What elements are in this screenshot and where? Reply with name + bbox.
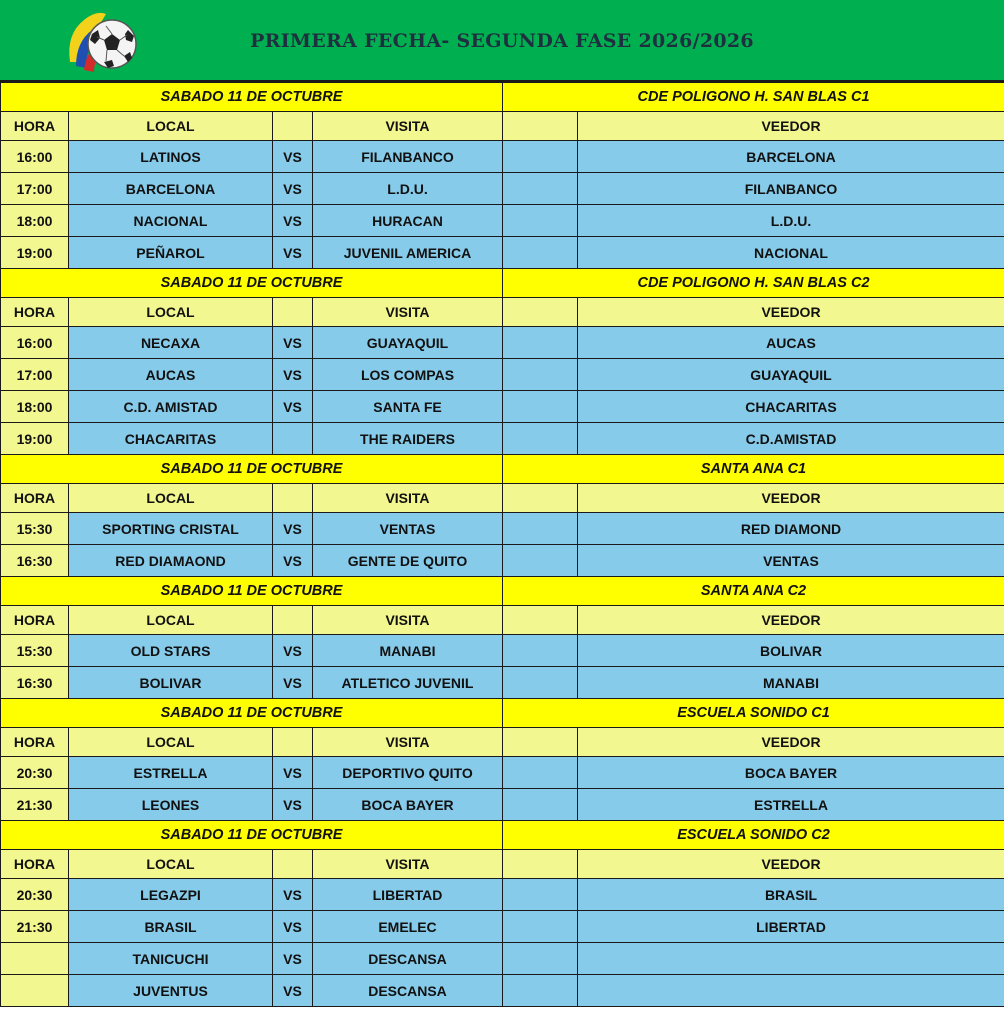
observer-team: GUAYAQUIL xyxy=(578,359,1004,391)
observer-team: RED DIAMOND xyxy=(578,513,1004,545)
header-banner xyxy=(0,0,1004,82)
spacer-cell xyxy=(503,757,578,789)
section-date: SABADO 11 DE OCTUBRE xyxy=(1,455,503,484)
versus-label: VS xyxy=(273,667,313,699)
observer-team: BARCELONA xyxy=(578,141,1004,173)
column-header-hora: HORA xyxy=(1,298,69,327)
column-header-vs xyxy=(273,850,313,879)
column-header-vs xyxy=(273,606,313,635)
column-header-row xyxy=(1,728,1004,757)
column-header-spacer xyxy=(503,606,578,635)
match-time: 17:00 xyxy=(1,173,69,205)
versus-label: VS xyxy=(273,237,313,269)
column-header-local: LOCAL xyxy=(69,606,273,635)
versus-label: VS xyxy=(273,141,313,173)
away-team: BOCA BAYER xyxy=(313,789,503,821)
match-time: 19:00 xyxy=(1,237,69,269)
spacer-cell xyxy=(503,545,578,577)
spacer-cell xyxy=(503,205,578,237)
versus-label: VS xyxy=(273,911,313,943)
table-row xyxy=(1,545,1004,577)
spacer-cell xyxy=(503,327,578,359)
away-team: VENTAS xyxy=(313,513,503,545)
versus-label: VS xyxy=(273,879,313,911)
away-team: SANTA FE xyxy=(313,391,503,423)
spacer-cell xyxy=(503,513,578,545)
observer-team xyxy=(578,943,1004,975)
away-team: DEPORTIVO QUITO xyxy=(313,757,503,789)
home-team: LATINOS xyxy=(69,141,273,173)
table-row xyxy=(1,635,1004,667)
spacer-cell xyxy=(503,423,578,455)
column-header-vs xyxy=(273,298,313,327)
versus-label: VS xyxy=(273,391,313,423)
column-header-spacer xyxy=(503,112,578,141)
observer-team: VENTAS xyxy=(578,545,1004,577)
match-schedule-table xyxy=(0,82,1004,1007)
away-team: MANABI xyxy=(313,635,503,667)
match-time: 20:30 xyxy=(1,757,69,789)
page-title: PRIMERA FECHA- SEGUNDA FASE 2026/2026 xyxy=(250,30,754,52)
column-header-spacer xyxy=(503,298,578,327)
table-row xyxy=(1,359,1004,391)
spacer-cell xyxy=(503,667,578,699)
match-time: 19:00 xyxy=(1,423,69,455)
versus-label: VS xyxy=(273,205,313,237)
table-row xyxy=(1,391,1004,423)
column-header-visita: VISITA xyxy=(313,112,503,141)
away-team: DESCANSA xyxy=(313,943,503,975)
spacer-cell xyxy=(503,173,578,205)
match-time: 18:00 xyxy=(1,205,69,237)
column-header-row xyxy=(1,850,1004,879)
section-venue: CDE POLIGONO H. SAN BLAS C1 xyxy=(503,83,1004,112)
observer-team: ESTRELLA xyxy=(578,789,1004,821)
observer-team: NACIONAL xyxy=(578,237,1004,269)
observer-team: C.D.AMISTAD xyxy=(578,423,1004,455)
table-row xyxy=(1,205,1004,237)
column-header-veedor: VEEDOR xyxy=(578,728,1004,757)
away-team: LOS COMPAS xyxy=(313,359,503,391)
column-header-veedor: VEEDOR xyxy=(578,298,1004,327)
match-time: 16:00 xyxy=(1,327,69,359)
match-time: 17:00 xyxy=(1,359,69,391)
home-team: AUCAS xyxy=(69,359,273,391)
spacer-cell xyxy=(503,391,578,423)
home-team: C.D. AMISTAD xyxy=(69,391,273,423)
versus-label: VS xyxy=(273,789,313,821)
table-row xyxy=(1,757,1004,789)
section-venue: SANTA ANA C2 xyxy=(503,577,1004,606)
table-row xyxy=(1,667,1004,699)
section-date: SABADO 11 DE OCTUBRE xyxy=(1,83,503,112)
match-time: 16:30 xyxy=(1,667,69,699)
match-time xyxy=(1,943,69,975)
table-row xyxy=(1,141,1004,173)
column-header-veedor: VEEDOR xyxy=(578,112,1004,141)
spacer-cell xyxy=(503,789,578,821)
home-team: SPORTING CRISTAL xyxy=(69,513,273,545)
column-header-hora: HORA xyxy=(1,850,69,879)
table-row xyxy=(1,173,1004,205)
versus-label: VS xyxy=(273,513,313,545)
spacer-cell xyxy=(503,943,578,975)
home-team: OLD STARS xyxy=(69,635,273,667)
column-header-hora: HORA xyxy=(1,112,69,141)
versus-label: VS xyxy=(273,757,313,789)
match-time: 21:30 xyxy=(1,789,69,821)
away-team: DESCANSA xyxy=(313,975,503,1007)
column-header-spacer xyxy=(503,850,578,879)
versus-label: VS xyxy=(273,975,313,1007)
table-row xyxy=(1,879,1004,911)
table-row xyxy=(1,513,1004,545)
versus-label: VS xyxy=(273,943,313,975)
column-header-spacer xyxy=(503,484,578,513)
home-team: NECAXA xyxy=(69,327,273,359)
away-team: L.D.U. xyxy=(313,173,503,205)
versus-label: VS xyxy=(273,327,313,359)
column-header-row xyxy=(1,298,1004,327)
spacer-cell xyxy=(503,879,578,911)
home-team: CHACARITAS xyxy=(69,423,273,455)
home-team: NACIONAL xyxy=(69,205,273,237)
table-row xyxy=(1,789,1004,821)
observer-team: BRASIL xyxy=(578,879,1004,911)
column-header-row xyxy=(1,112,1004,141)
versus-label: VS xyxy=(273,635,313,667)
section-header-row xyxy=(1,83,1004,112)
section-date: SABADO 11 DE OCTUBRE xyxy=(1,821,503,850)
spacer-cell xyxy=(503,975,578,1007)
column-header-row xyxy=(1,484,1004,513)
column-header-vs xyxy=(273,112,313,141)
section-venue: CDE POLIGONO H. SAN BLAS C2 xyxy=(503,269,1004,298)
match-time: 15:30 xyxy=(1,635,69,667)
column-header-row xyxy=(1,606,1004,635)
column-header-hora: HORA xyxy=(1,484,69,513)
column-header-veedor: VEEDOR xyxy=(578,606,1004,635)
table-row xyxy=(1,975,1004,1007)
section-venue: ESCUELA SONIDO C1 xyxy=(503,699,1004,728)
table-row xyxy=(1,911,1004,943)
away-team: THE RAIDERS xyxy=(313,423,503,455)
home-team: PEÑAROL xyxy=(69,237,273,269)
away-team: GENTE DE QUITO xyxy=(313,545,503,577)
section-venue: ESCUELA SONIDO C2 xyxy=(503,821,1004,850)
spacer-cell xyxy=(503,237,578,269)
column-header-veedor: VEEDOR xyxy=(578,484,1004,513)
observer-team: CHACARITAS xyxy=(578,391,1004,423)
column-header-veedor: VEEDOR xyxy=(578,850,1004,879)
match-time: 16:00 xyxy=(1,141,69,173)
away-team: EMELEC xyxy=(313,911,503,943)
away-team: ATLETICO JUVENIL xyxy=(313,667,503,699)
soccer-ball-logo-icon xyxy=(62,4,140,78)
home-team: LEGAZPI xyxy=(69,879,273,911)
column-header-local: LOCAL xyxy=(69,850,273,879)
column-header-hora: HORA xyxy=(1,728,69,757)
home-team: LEONES xyxy=(69,789,273,821)
table-row xyxy=(1,327,1004,359)
column-header-hora: HORA xyxy=(1,606,69,635)
column-header-local: LOCAL xyxy=(69,728,273,757)
column-header-vs xyxy=(273,484,313,513)
column-header-visita: VISITA xyxy=(313,606,503,635)
column-header-local: LOCAL xyxy=(69,298,273,327)
observer-team: MANABI xyxy=(578,667,1004,699)
observer-team: BOLIVAR xyxy=(578,635,1004,667)
column-header-vs xyxy=(273,728,313,757)
section-header-row xyxy=(1,699,1004,728)
home-team: BARCELONA xyxy=(69,173,273,205)
table-row xyxy=(1,943,1004,975)
column-header-local: LOCAL xyxy=(69,484,273,513)
section-header-row xyxy=(1,821,1004,850)
column-header-visita: VISITA xyxy=(313,298,503,327)
spacer-cell xyxy=(503,141,578,173)
match-time: 16:30 xyxy=(1,545,69,577)
spacer-cell xyxy=(503,911,578,943)
section-header-row xyxy=(1,455,1004,484)
versus-label: VS xyxy=(273,173,313,205)
section-date: SABADO 11 DE OCTUBRE xyxy=(1,577,503,606)
match-time: 18:00 xyxy=(1,391,69,423)
section-venue: SANTA ANA C1 xyxy=(503,455,1004,484)
home-team: ESTRELLA xyxy=(69,757,273,789)
section-header-row xyxy=(1,577,1004,606)
section-date: SABADO 11 DE OCTUBRE xyxy=(1,699,503,728)
observer-team: BOCA BAYER xyxy=(578,757,1004,789)
home-team: JUVENTUS xyxy=(69,975,273,1007)
match-time: 21:30 xyxy=(1,911,69,943)
home-team: BRASIL xyxy=(69,911,273,943)
match-time xyxy=(1,975,69,1007)
schedule-body xyxy=(1,83,1004,1007)
away-team: GUAYAQUIL xyxy=(313,327,503,359)
away-team: JUVENIL AMERICA xyxy=(313,237,503,269)
observer-team xyxy=(578,975,1004,1007)
versus-label: VS xyxy=(273,359,313,391)
away-team: FILANBANCO xyxy=(313,141,503,173)
table-row xyxy=(1,237,1004,269)
column-header-visita: VISITA xyxy=(313,850,503,879)
column-header-spacer xyxy=(503,728,578,757)
versus-label: VS xyxy=(273,545,313,577)
match-time: 15:30 xyxy=(1,513,69,545)
home-team: BOLIVAR xyxy=(69,667,273,699)
column-header-local: LOCAL xyxy=(69,112,273,141)
section-header-row xyxy=(1,269,1004,298)
home-team: TANICUCHI xyxy=(69,943,273,975)
away-team: LIBERTAD xyxy=(313,879,503,911)
observer-team: FILANBANCO xyxy=(578,173,1004,205)
section-date: SABADO 11 DE OCTUBRE xyxy=(1,269,503,298)
column-header-visita: VISITA xyxy=(313,728,503,757)
observer-team: LIBERTAD xyxy=(578,911,1004,943)
spacer-cell xyxy=(503,635,578,667)
spacer-cell xyxy=(503,359,578,391)
column-header-visita: VISITA xyxy=(313,484,503,513)
home-team: RED DIAMAOND xyxy=(69,545,273,577)
table-row xyxy=(1,423,1004,455)
observer-team: AUCAS xyxy=(578,327,1004,359)
away-team: HURACAN xyxy=(313,205,503,237)
observer-team: L.D.U. xyxy=(578,205,1004,237)
versus-label xyxy=(273,423,313,455)
match-time: 20:30 xyxy=(1,879,69,911)
